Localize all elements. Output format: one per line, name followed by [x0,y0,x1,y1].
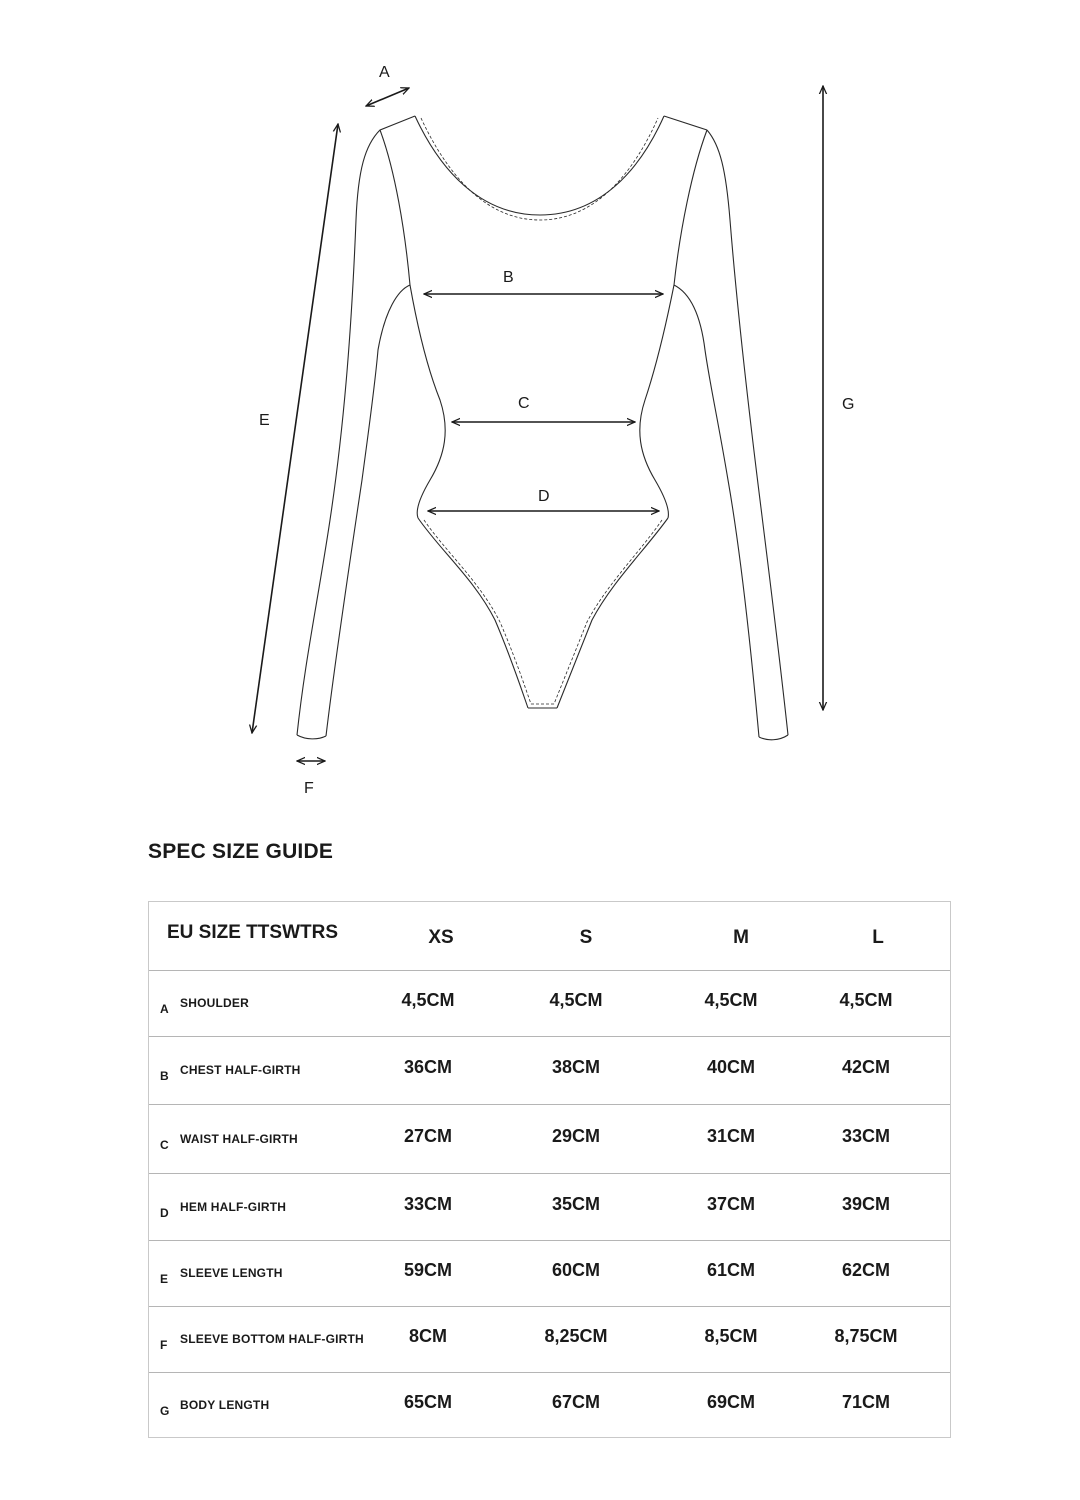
label-f: F [304,780,314,797]
row-value-m: 40CM [706,1057,756,1077]
row-letter: D [160,1205,169,1220]
row-measurement-name: SHOULDER [180,996,249,1010]
table-header-row [149,902,950,971]
size-table [148,901,951,1438]
row-value-l: 33CM [841,1125,891,1146]
garment-outline [297,116,788,740]
row-value-m: 4,5CM [704,990,758,1010]
row-letter: C [160,1137,169,1152]
size-xs: XS [428,927,454,948]
row-value-m: 37CM [706,1193,756,1214]
table-row [149,1037,950,1105]
table-row [149,1105,950,1174]
row-value-s: 8,25CM [544,1326,608,1346]
label-b: B [503,269,514,286]
row-measurement-name: WAIST HALF-GIRTH [180,1131,298,1146]
row-value-l: 8,75CM [834,1326,898,1346]
row-value-xs: 36CM [403,1057,453,1077]
page-title: SPEC SIZE GUIDE [148,840,334,863]
table-row [149,1241,950,1307]
label-a: A [379,64,390,81]
row-value-xs: 65CM [403,1392,453,1412]
row-measurement-name: HEM HALF-GIRTH [180,1199,287,1214]
row-value-s: 29CM [551,1125,601,1146]
row-value-l: 62CM [841,1260,891,1280]
size-l: L [872,927,884,948]
label-e: E [259,412,270,429]
row-value-m: 8,5CM [704,1326,758,1346]
row-measurement-name: SLEEVE BOTTOM HALF-GIRTH [180,1332,364,1346]
row-measurement-name: SLEEVE LENGTH [180,1266,283,1280]
label-c: C [518,395,530,412]
row-measurement-name: CHEST HALF-GIRTH [180,1063,301,1077]
label-g: G [842,396,855,413]
row-value-xs: 33CM [403,1193,453,1214]
row-letter: B [160,1069,169,1083]
table-row [149,1174,950,1241]
row-value-s: 67CM [551,1392,601,1412]
row-value-l: 42CM [841,1057,891,1077]
size-m: M [733,927,749,948]
header-label: EU SIZE TTSWTRS [167,922,338,943]
label-d: D [538,488,550,505]
table-row [149,1373,950,1439]
row-value-s: 60CM [551,1260,601,1280]
row-value-s: 4,5CM [549,990,603,1010]
row-letter: F [160,1338,168,1352]
row-value-xs: 59CM [403,1260,453,1280]
row-measurement-name: BODY LENGTH [180,1398,270,1412]
row-value-xs: 4,5CM [401,990,455,1010]
row-value-l: 71CM [841,1392,891,1412]
row-letter: G [160,1404,170,1418]
row-value-s: 38CM [551,1057,601,1077]
row-value-m: 31CM [706,1125,756,1146]
row-value-l: 39CM [841,1193,891,1214]
arrow-a [366,88,409,106]
row-letter: E [160,1272,169,1286]
table-row [149,971,950,1037]
row-value-xs: 8CM [408,1326,448,1346]
measurement-arrows [252,86,823,761]
row-value-m: 61CM [706,1260,756,1280]
row-letter: A [160,1002,169,1016]
row-value-xs: 27CM [403,1125,453,1146]
row-value-s: 35CM [551,1193,601,1214]
table-row [149,1307,950,1373]
size-s: S [579,927,593,948]
row-value-m: 69CM [706,1392,756,1412]
row-value-l: 4,5CM [839,990,893,1010]
